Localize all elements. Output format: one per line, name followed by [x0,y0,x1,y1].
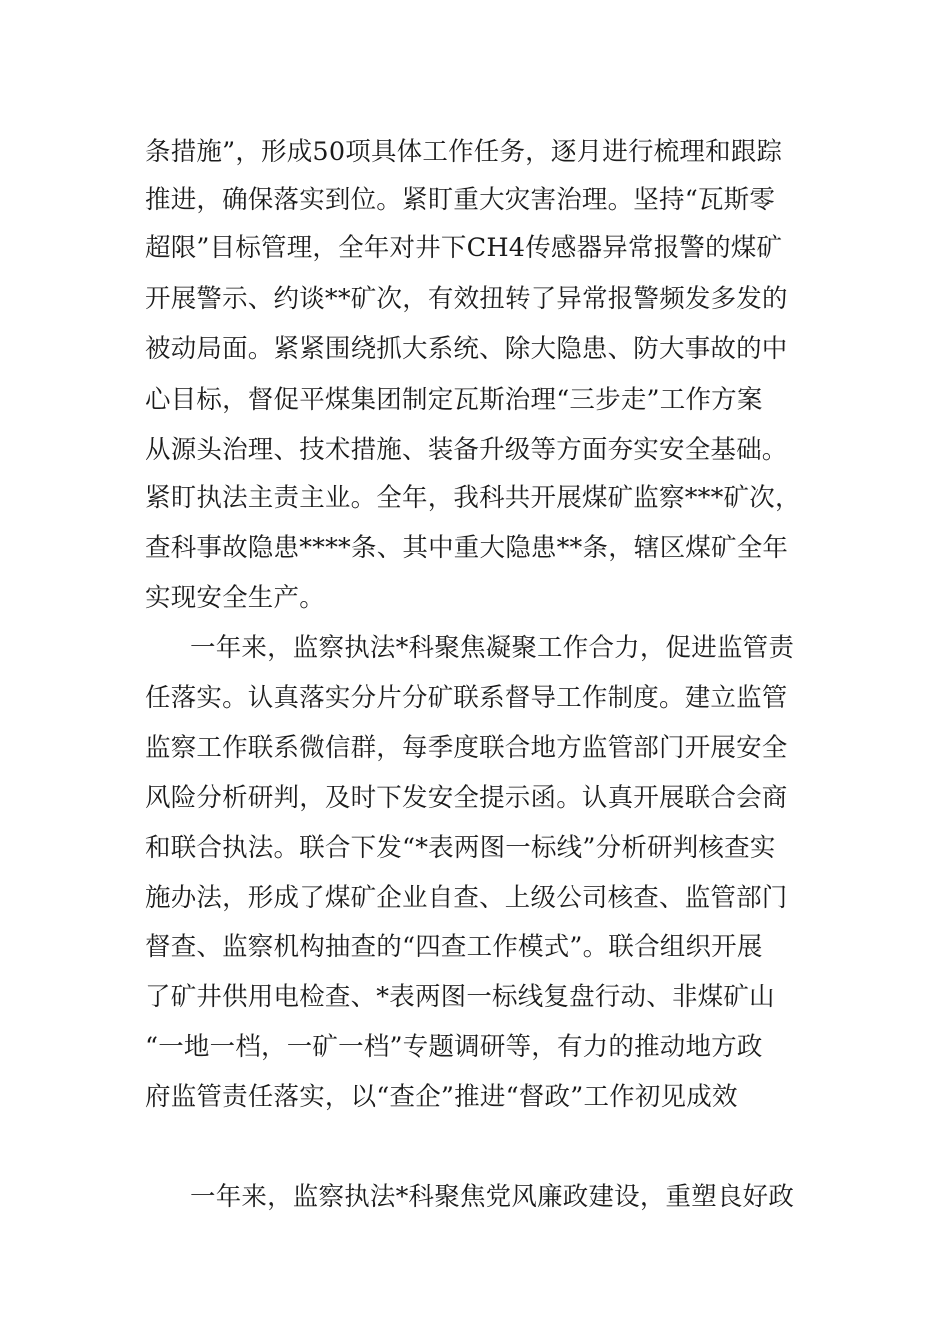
text-line: “一地一档，一矿一档”专题调研等，有力的推动地方政 [145,1032,763,1062]
paragraph-first-line: 一年来，监察执法*科聚焦凝聚工作合力，促进监管责 [190,633,795,663]
text-line: 心目标，督促平煤集团制定瓦斯治理“三步走”工作方案 [145,385,763,415]
text-line: 查科事故隐患****条、其中重大隐患**条，辖区煤矿全年 [145,533,789,563]
text-line: 督查、监察机构抽查的“四查工作模式”。联合组织开展 [145,932,763,962]
text-line: 了矿井供用电检查、*表两图一标线复盘行动、非煤矿山 [145,982,775,1012]
paragraph-first-line: 一年来，监察执法*科聚焦党风廉政建设，重塑良好政 [190,1182,795,1212]
text-line: 任落实。认真落实分片分矿联系督导工作制度。建立监管 [145,683,788,713]
text-line: 监察工作联系微信群，每季度联合地方监管部门开展安全 [145,733,788,763]
text-line: 紧盯执法主责主业。全年，我科共开展煤矿监察***矿次， [145,483,801,513]
text-line: 从源头治理、技术措施、装备升级等方面夯实安全基础。 [145,435,788,465]
text-line: 和联合执法。联合下发“*表两图一标线”分析研判核查实 [145,833,776,863]
text-line: 施办法，形成了煤矿企业自查、上级公司核查、监管部门 [145,883,788,913]
text-line: 被动局面。紧紧围绕抓大系统、除大隐患、防大事故的中 [145,334,788,364]
text-line: 开展警示、约谈**矿次，有效扭转了异常报警频发多发的 [145,284,788,314]
text-line: 风险分析研判，及时下发安全提示函。认真开展联合会商 [145,783,788,813]
text-line: 超限”目标管理，全年对井下CH4传感器异常报警的煤矿 [145,233,783,263]
text-line: 推进，确保落实到位。紧盯重大灾害治理。坚持“瓦斯零 [145,185,776,215]
text-line: 实现安全生产。 [145,583,325,613]
text-line: 府监管责任落实，以“查企”推进“督政”工作初见成效 [145,1082,738,1112]
text-line: 条措施”，形成50项具体工作任务，逐月进行梳理和跟踪 [145,137,783,167]
